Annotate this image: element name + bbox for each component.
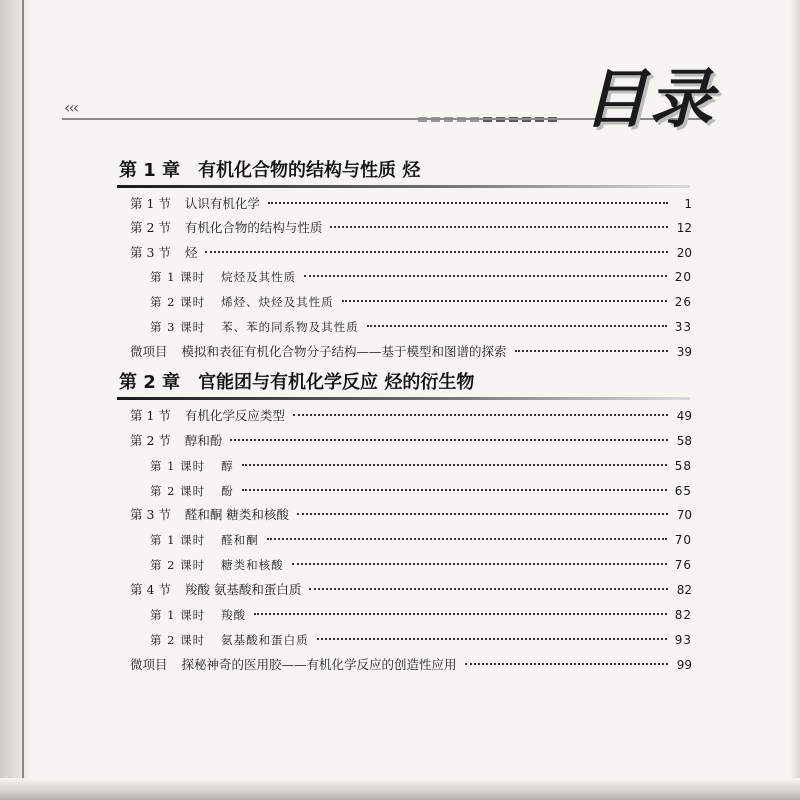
entry-title: 烷烃及其性质 bbox=[221, 270, 297, 284]
entry-page: 12 bbox=[676, 221, 692, 235]
entry-label: 第 2 课时 bbox=[150, 484, 206, 498]
entry-page: 65 bbox=[674, 484, 692, 498]
dot-leader bbox=[292, 563, 667, 565]
entry-label: 第 3 课时 bbox=[150, 320, 206, 334]
toc-subentry[interactable] bbox=[150, 530, 692, 550]
entry-label: 第 1 节 bbox=[130, 196, 171, 211]
entry-page: 49 bbox=[676, 409, 692, 423]
entry-label: 第 3 节 bbox=[130, 245, 171, 260]
toc-entry[interactable] bbox=[130, 580, 692, 600]
entry-label: 第 2 课时 bbox=[150, 633, 206, 647]
toc-subentry[interactable] bbox=[150, 267, 692, 287]
entry-page: 1 bbox=[684, 197, 692, 211]
dot-leader bbox=[242, 464, 667, 466]
dot-leader bbox=[309, 588, 668, 590]
entry-label: 微项目 bbox=[130, 657, 168, 672]
toc-entry[interactable] bbox=[130, 655, 692, 675]
toc-entry[interactable] bbox=[130, 194, 692, 214]
entry-label: 第 1 课时 bbox=[150, 459, 206, 473]
toc-subentry[interactable] bbox=[150, 481, 692, 501]
dot-leader bbox=[330, 226, 668, 228]
book-spine-edge bbox=[0, 0, 30, 800]
chapter-rule bbox=[117, 397, 690, 400]
entry-title: 认识有机化学 bbox=[184, 196, 260, 211]
entry-title: 烃 bbox=[184, 245, 198, 260]
chapter-title: 有机化合物的结构与性质 烃 bbox=[198, 160, 421, 181]
header-dot-bar bbox=[418, 107, 561, 126]
dot-leader bbox=[515, 350, 668, 352]
entry-page: 70 bbox=[676, 508, 692, 522]
toc-entry[interactable] bbox=[130, 431, 692, 451]
chapter-number: 第 1 章 bbox=[119, 160, 181, 181]
toc-entry[interactable] bbox=[130, 218, 692, 238]
dot-leader bbox=[205, 251, 668, 253]
entry-label: 第 2 课时 bbox=[150, 558, 206, 572]
dot-leader bbox=[242, 489, 667, 491]
entry-page: 82 bbox=[676, 583, 692, 597]
toc-entry[interactable] bbox=[130, 342, 692, 362]
entry-label: 微项目 bbox=[130, 344, 168, 359]
toc-subentry[interactable] bbox=[150, 555, 692, 575]
entry-title: 有机化学反应类型 bbox=[184, 408, 285, 423]
toc-subentry[interactable] bbox=[150, 605, 692, 625]
entry-title: 氨基酸和蛋白质 bbox=[221, 633, 309, 647]
entry-title: 醛和酮 bbox=[221, 533, 259, 547]
chapter-number: 第 2 章 bbox=[119, 372, 181, 393]
dot-leader bbox=[465, 663, 668, 665]
entry-title: 醇 bbox=[221, 459, 234, 473]
chevron-left-icon: ‹‹‹ bbox=[64, 98, 78, 117]
entry-label: 第 1 节 bbox=[130, 408, 171, 423]
entry-label: 第 3 节 bbox=[130, 507, 171, 522]
dot-leader bbox=[254, 613, 667, 615]
entry-title: 烯烃、炔烃及其性质 bbox=[221, 295, 334, 309]
entry-page: 20 bbox=[674, 270, 692, 284]
entry-title: 模拟和表征有机化合物分子结构——基于模型和图谱的探索 bbox=[181, 344, 507, 359]
dot-leader bbox=[268, 202, 668, 204]
entry-label: 第 2 节 bbox=[130, 433, 171, 448]
dot-leader bbox=[293, 414, 668, 416]
entry-page: 20 bbox=[676, 246, 692, 260]
chapter-rule bbox=[117, 185, 690, 188]
chapter-heading[interactable] bbox=[117, 369, 559, 397]
entry-title: 有机化合物的结构与性质 bbox=[184, 220, 323, 235]
entry-page: 82 bbox=[674, 608, 692, 622]
page-right-edge bbox=[790, 0, 800, 800]
entry-title: 醇和酚 bbox=[184, 433, 223, 448]
page-bottom-edge bbox=[0, 778, 800, 800]
toc-subentry[interactable] bbox=[150, 292, 692, 312]
entry-title: 探秘神奇的医用胶——有机化学反应的创造性应用 bbox=[181, 657, 457, 672]
toc-entry[interactable] bbox=[130, 406, 692, 426]
entry-label: 第 1 课时 bbox=[150, 270, 206, 284]
entry-label: 第 1 课时 bbox=[150, 533, 206, 547]
entry-page: 58 bbox=[676, 434, 692, 448]
entry-label: 第 2 课时 bbox=[150, 295, 206, 309]
entry-title: 醛和酮 糖类和核酸 bbox=[184, 507, 289, 522]
page-title: 目录 bbox=[583, 63, 715, 137]
entry-page: 99 bbox=[676, 658, 692, 672]
entry-title: 酚 bbox=[221, 484, 234, 498]
entry-title: 糖类和核酸 bbox=[221, 558, 284, 572]
dot-leader bbox=[342, 300, 667, 302]
entry-page: 33 bbox=[674, 320, 692, 334]
entry-title: 苯、苯的同系物及其性质 bbox=[221, 320, 359, 334]
toc-subentry[interactable] bbox=[150, 456, 692, 476]
entry-label: 第 1 课时 bbox=[150, 608, 206, 622]
entry-label: 第 4 节 bbox=[130, 582, 171, 597]
dot-leader bbox=[297, 513, 668, 515]
dot-leader bbox=[304, 275, 667, 277]
entry-page: 93 bbox=[674, 633, 692, 647]
entry-page: 70 bbox=[674, 533, 692, 547]
toc-subentry[interactable] bbox=[150, 317, 692, 337]
entry-page: 76 bbox=[674, 558, 692, 572]
toc-entry[interactable] bbox=[130, 243, 692, 263]
dot-leader bbox=[267, 538, 667, 540]
toc-entry[interactable] bbox=[130, 505, 692, 525]
entry-label: 第 2 节 bbox=[130, 220, 171, 235]
entry-title: 羧酸 bbox=[221, 608, 247, 622]
dot-leader bbox=[367, 325, 667, 327]
chapter-title: 官能团与有机化学反应 烃的衍生物 bbox=[198, 372, 475, 393]
chapter-heading[interactable] bbox=[117, 157, 485, 185]
toc-subentry[interactable] bbox=[150, 630, 692, 650]
dot-leader bbox=[317, 638, 667, 640]
entry-title: 羧酸 氨基酸和蛋白质 bbox=[184, 582, 302, 597]
dot-leader bbox=[230, 439, 668, 441]
entry-page: 39 bbox=[676, 345, 692, 359]
entry-page: 58 bbox=[674, 459, 692, 473]
entry-page: 26 bbox=[674, 295, 692, 309]
